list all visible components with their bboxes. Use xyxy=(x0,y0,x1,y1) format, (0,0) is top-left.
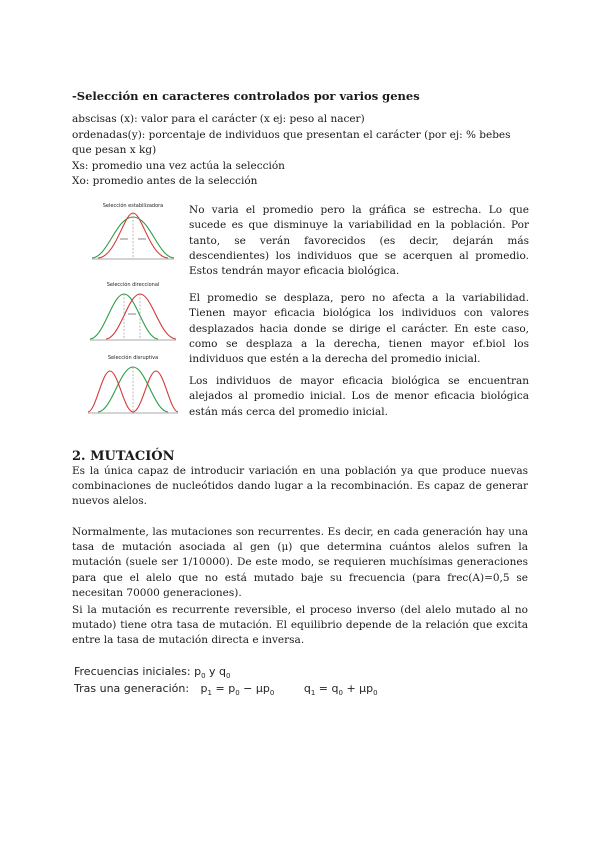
initial-frequencies xyxy=(74,665,231,680)
after-label: Tras una generación: xyxy=(74,682,190,695)
figure-caption: Selección direccional xyxy=(106,282,160,288)
initial-label: Frecuencias iniciales: p xyxy=(74,665,202,678)
mutation-paragraph: Normalmente, las mutaciones son recurrentes. Es decir, en cada generación hay una tasa de mutación asociada al gen (μ) que determina cuántos alelos sufren la mutación (suele ser 1/10000). De este modo, se requieren muchísimas generaciones para que el alelo que no está mutado baje su frecuencia (para frec(A)=0,5 se necesitan 70000 generaciones). xyxy=(72,526,528,599)
definition-item: Xo: promedio antes de la selección xyxy=(72,175,258,187)
definition-item: Xs: promedio una vez actúa la selección xyxy=(72,159,285,172)
definition-item: ordenadas(y): porcentaje de individuos que presentan el carácter (por ej: % bebes que pesan x kg) xyxy=(72,128,511,156)
p-subscript: 0 xyxy=(201,672,206,681)
description-stabilizing: No varia el promedio pero la gráfica se estrecha. Lo que sucede es que disminuye la variabilidad en la población. Por tanto, se verán favorecidos (es decir, dejarán más descendientes) los individuos que se acerquen al promedio. Estos tendrán mayor eficacia biológica. xyxy=(189,204,529,278)
after-generation xyxy=(74,682,378,697)
stabilizing-chart xyxy=(86,203,180,273)
description-disruptive: Los individuos de mayor eficacia biológica se encuentran alejados al promedio inicial. Los de menor eficacia biológica están más cerca del promedio inicial. xyxy=(189,375,529,418)
and-q: y q xyxy=(205,665,227,678)
mutation-heading: 2. MUTACIÓN xyxy=(72,449,175,464)
q-subscript: 0 xyxy=(226,672,231,681)
figure-stabilizing xyxy=(86,203,180,273)
p-equation: $p_1 = p_0 - \mu p_0$ xyxy=(200,682,275,698)
definitions-list xyxy=(72,112,528,190)
disruptive-chart xyxy=(86,355,180,425)
figure-caption: Selección disruptiva xyxy=(107,355,159,361)
mutation-paragraph: Es la única capaz de introducir variación en una población ya que produce nuevas combinaciones de nucleótidos dando lugar a la recombinación. Es capaz de generar nuevos alelos. xyxy=(72,465,528,508)
definition-item: abscisas (x): valor para el carácter (x ej: peso al nacer) xyxy=(72,113,365,125)
description-directional: El promedio se desplaza, pero no afecta a la variabilidad. Tienen mayor eficacia biológica los individuos con valores desplazados hacia donde se dirige el carácter. En este caso, como se desplaza a la derecha, tienen mayor ef.biol los individuos que estén a la derecha del promedio inicial. xyxy=(189,292,529,366)
figure-disruptive xyxy=(86,355,180,425)
mutation-paragraph: Si la mutación es recurrente reversible, el proceso inverso (del alelo mutado al no mutado) tiene otra tasa de mutación. El equilibrio depende de la relación que excita entre la tasa de mutación directa e inversa. xyxy=(72,604,528,647)
q-equation: $q_1 = q_0 + \mu p_0$ xyxy=(303,682,378,698)
directional-chart xyxy=(86,282,180,352)
figure-directional xyxy=(86,282,180,352)
figure-caption: Selección estabilizadora xyxy=(102,203,164,209)
section-title: -Selección en caracteres controlados por varios genes xyxy=(72,89,420,103)
